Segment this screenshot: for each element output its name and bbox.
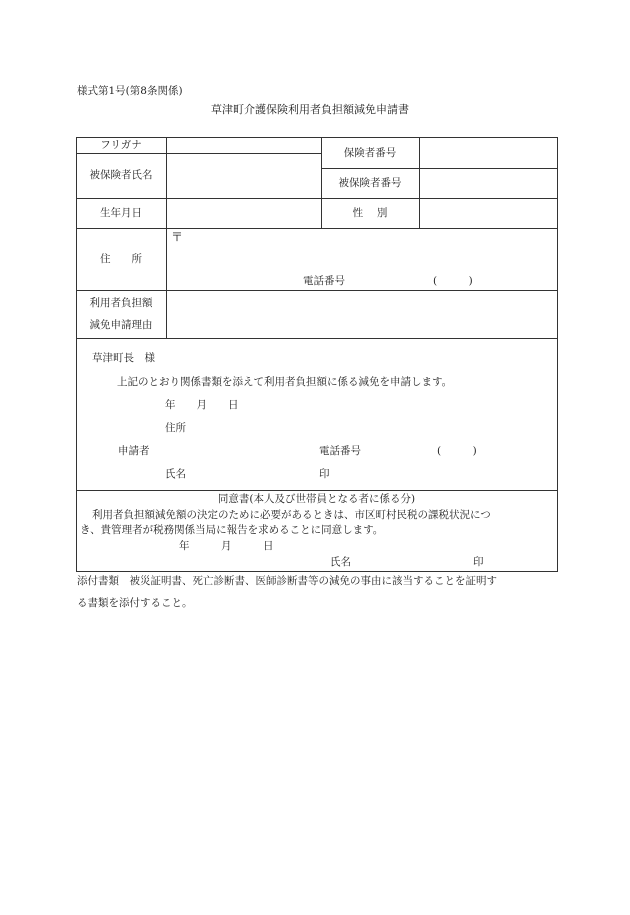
insured-number-label: 被保険者番号 (338, 177, 402, 189)
applicant-label: 申請者 (118, 445, 150, 457)
furigana-label: フリガナ (100, 139, 142, 151)
address-label: 住 所 (100, 253, 142, 265)
reason-label-line2: 減免申請理由 (89, 319, 153, 331)
phone-label: 電話番号 (303, 275, 345, 287)
applicant-phone-parens: ( ) (437, 445, 477, 457)
addressee: 草津町長 様 (92, 352, 155, 364)
postal-mark: 〒 (171, 230, 184, 244)
application-statement: 上記のとおり関係書類を添えて利用者負担額に係る減免を申請します。 (117, 376, 453, 388)
application-date: 年 月 日 (165, 399, 239, 411)
insurer-number-label: 保険者番号 (343, 147, 397, 159)
attachments-line2: る書類を添付すること。 (77, 597, 193, 609)
applicant-name-label: 氏名 (165, 468, 186, 480)
birthdate-label: 生年月日 (100, 207, 142, 219)
consent-name-label: 氏名 (330, 556, 351, 568)
attachments-line1: 添付書類 被災証明書、死亡診断書、医師診断書等の減免の事由に該当することを証明す (77, 575, 497, 587)
consent-text-line1: 利用者負担額減免額の決定のために必要があるときは、市区町村民税の課税状況につ (92, 509, 491, 521)
applicant-seal-mark: 印 (319, 468, 330, 480)
phone-parens: ( ) (433, 275, 473, 287)
applicant-address-label: 住所 (165, 422, 186, 434)
consent-title: 同意書(本人及び世帯員となる者に係る分) (217, 493, 416, 505)
applicant-phone-label: 電話番号 (319, 445, 361, 457)
insured-name-label: 被保険者氏名 (89, 169, 153, 181)
form-title: 草津町介護保険利用者負担額減免申請書 (211, 103, 409, 116)
consent-date: 年 月 日 (179, 540, 274, 552)
form-number: 様式第1号(第8条関係) (77, 85, 183, 97)
consent-text-line2: き、貴管理者が税務関係当局に報告を求めることに同意します。 (80, 524, 384, 536)
sex-label: 性 別 (352, 207, 388, 219)
reason-label-line1: 利用者負担額 (89, 297, 153, 309)
consent-seal-mark: 印 (473, 556, 484, 568)
